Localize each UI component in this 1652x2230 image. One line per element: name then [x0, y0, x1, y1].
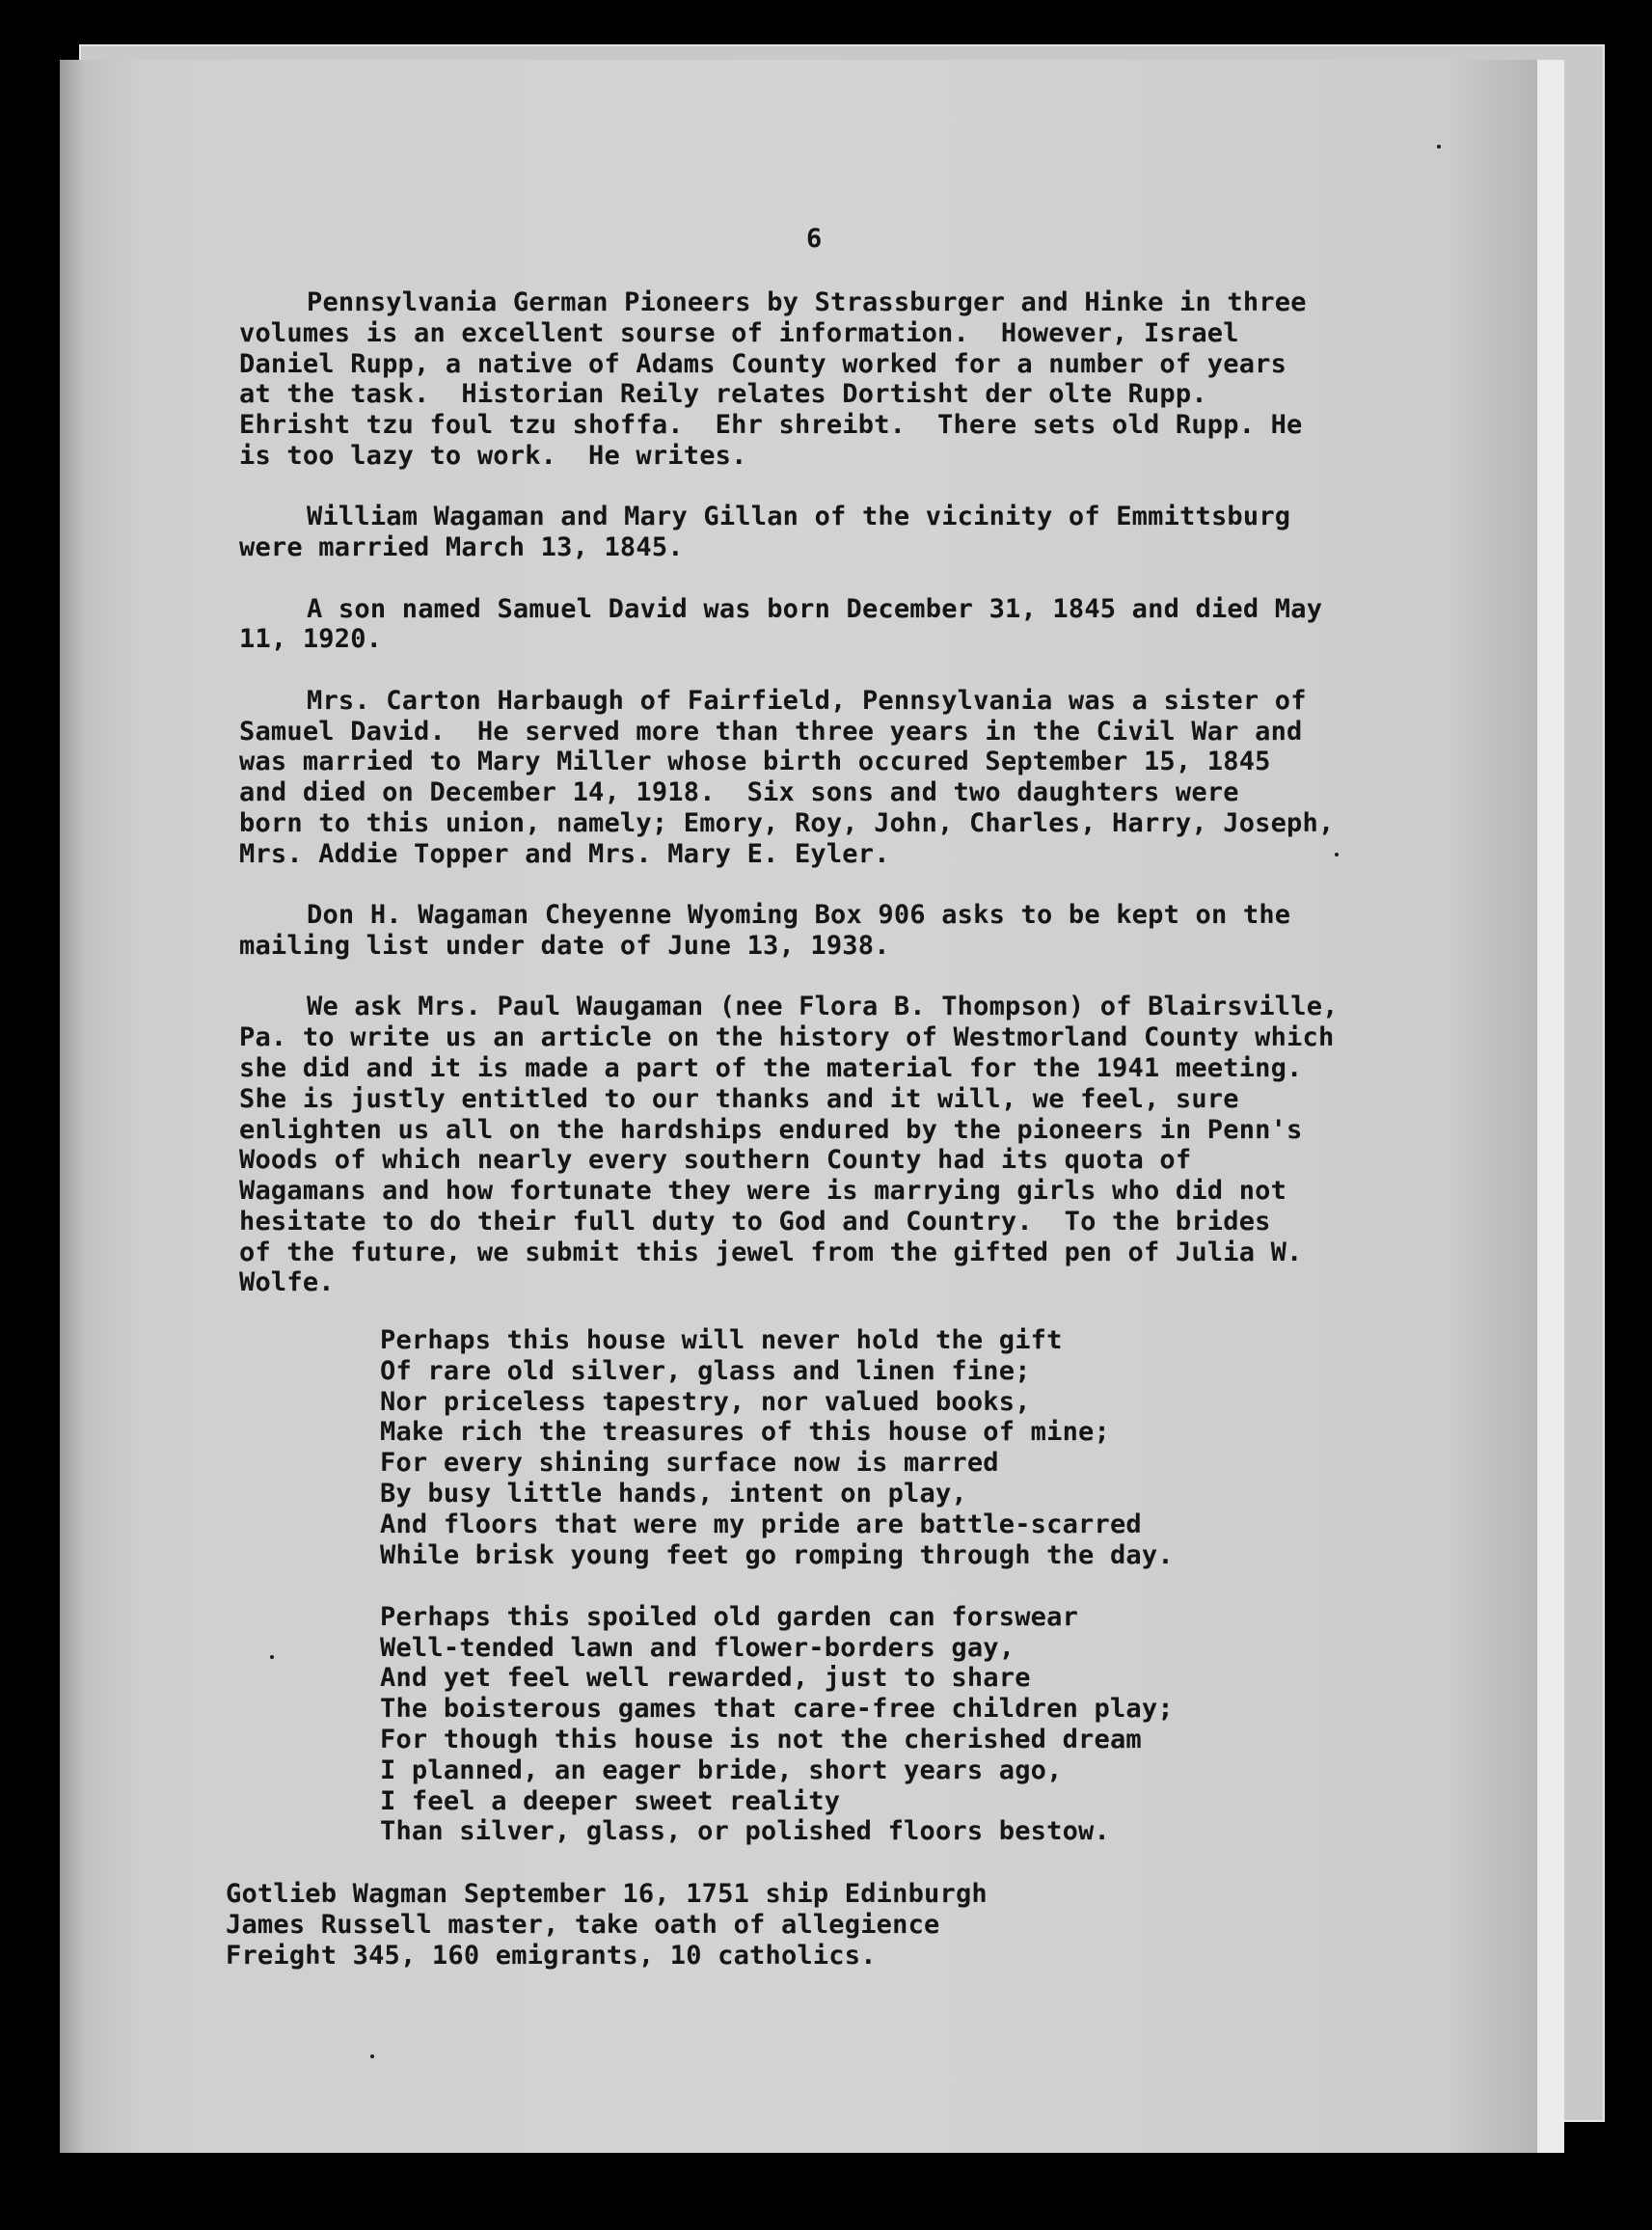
paragraph-mailing-list: [239, 900, 1454, 962]
poem-line: Nor priceless tapestry, nor valued books,: [380, 1386, 1031, 1417]
text-line: Woods of which nearly every southern County had its quota of: [239, 1145, 1192, 1176]
scan-speck: [270, 1655, 274, 1659]
text-line: Mrs. Addie Topper and Mrs. Mary E. Eyler.: [239, 838, 890, 869]
text-line: 11, 1920.: [239, 624, 383, 655]
text-line: born to this union, namely; Emory, Roy, John, Charles, Harry, Joseph,: [239, 807, 1335, 838]
page-binding-shadow: [60, 60, 85, 2153]
text-line: William Wagaman and Mary Gillan of the vicinity of Emmittsburg: [307, 502, 1291, 532]
paragraph-marriage: [239, 502, 1454, 563]
poem-line: Perhaps this house will never hold the gift: [380, 1325, 1063, 1355]
text-line: she did and it is made a part of the material for the 1941 meeting.: [239, 1052, 1303, 1083]
text-line: is too lazy to work. He writes.: [239, 440, 747, 471]
poem-line: The boisterous games that care-free children play;: [380, 1694, 1174, 1725]
poem-line: Make rich the treasures of this house of mine;: [380, 1417, 1110, 1448]
text-line: volumes is an excellent sourse of information. However, Israel: [239, 317, 1239, 348]
poem-line: Perhaps this spoiled old garden can forswear: [380, 1601, 1079, 1632]
text-line: James Russell master, take oath of allegience: [226, 1909, 940, 1940]
poem-line: And yet feel well rewarded, just to share: [380, 1663, 1031, 1694]
text-line: Pa. to write us an article on the history of Westmorland County which: [239, 1022, 1335, 1053]
text-line: Gotlieb Wagman September 16, 1751 ship Edinburgh: [226, 1879, 988, 1909]
text-line: Don H. Wagaman Cheyenne Wyoming Box 906 asks to be kept on the: [307, 900, 1291, 931]
ship-record-note: [226, 1879, 988, 1971]
paragraph-son: [239, 594, 1454, 656]
text-line: were married March 13, 1845.: [239, 532, 684, 563]
text-line: hesitate to do their full duty to God and Country. To the brides: [239, 1206, 1271, 1237]
poem-line: Than silver, glass, or polished floors bestow.: [380, 1816, 1110, 1847]
text-line: A son named Samuel David was born December 31, 1845 and died May: [307, 593, 1323, 624]
body-text: [239, 287, 1454, 1329]
poem-line: I planned, an eager bride, short years ago,: [380, 1754, 1063, 1785]
poem: [380, 1325, 1174, 1879]
text-line: Wagamans and how fortunate they were is marrying girls who did not: [239, 1176, 1287, 1207]
poem-stanza: [380, 1602, 1174, 1847]
text-line: and died on December 14, 1918. Six sons and two daughters were: [239, 777, 1239, 808]
text-line: was married to Mary Miller whose birth occured September 15, 1845: [239, 747, 1271, 777]
text-line: Pennsylvania German Pioneers by Strassburger and Hinke in three: [307, 287, 1307, 317]
paragraph-harbaugh: [239, 686, 1454, 870]
scan-speck: [1437, 145, 1441, 149]
text-line: We ask Mrs. Paul Waugaman (nee Flora B. Thompson) of Blairsville,: [307, 992, 1339, 1022]
text-line: Wolfe.: [239, 1267, 335, 1298]
poem-line: While brisk young feet go romping through the day.: [380, 1539, 1174, 1570]
text-line: Ehrisht tzu foul tzu shoffa. Ehr shreibt. There sets old Rupp. He: [239, 410, 1303, 441]
paragraph-westmorland: [239, 992, 1454, 1298]
text-line: Mrs. Carton Harbaugh of Fairfield, Pennsylvania was a sister of: [307, 685, 1307, 716]
poem-line: For every shining surface now is marred: [380, 1448, 999, 1479]
text-line: Daniel Rupp, a native of Adams County worked for a number of years: [239, 348, 1287, 379]
text-line: Samuel David. He served more than three years in the Civil War and: [239, 716, 1303, 747]
page-number: 6: [806, 224, 823, 254]
text-line: She is justly entitled to our thanks and it will, we feel, sure: [239, 1083, 1239, 1114]
text-line: enlighten us all on the hardships endured by the pioneers in Penn's: [239, 1114, 1303, 1145]
poem-stanza: [380, 1325, 1174, 1570]
poem-line: By busy little hands, intent on play,: [380, 1478, 967, 1509]
text-line: mailing list under date of June 13, 1938.: [239, 930, 890, 961]
poem-line: I feel a deeper sweet reality: [380, 1785, 841, 1816]
poem-line: Of rare old silver, glass and linen fine;: [380, 1355, 1031, 1386]
scan-speck: [1335, 853, 1339, 857]
poem-line: Well-tended lawn and flower-borders gay,: [380, 1632, 1016, 1663]
text-line: at the task. Historian Reily relates Dortisht der olte Rupp.: [239, 379, 1207, 410]
text-line: of the future, we submit this jewel from the gifted pen of Julia W.: [239, 1237, 1303, 1267]
poem-line: For though this house is not the cherished dream: [380, 1725, 1142, 1755]
text-line: Freight 345, 160 emigrants, 10 catholics.: [226, 1940, 877, 1971]
poem-line: And floors that were my pride are battle-scarred: [380, 1509, 1142, 1539]
paragraph-sources: [239, 287, 1454, 472]
scan-speck: [370, 2054, 374, 2058]
